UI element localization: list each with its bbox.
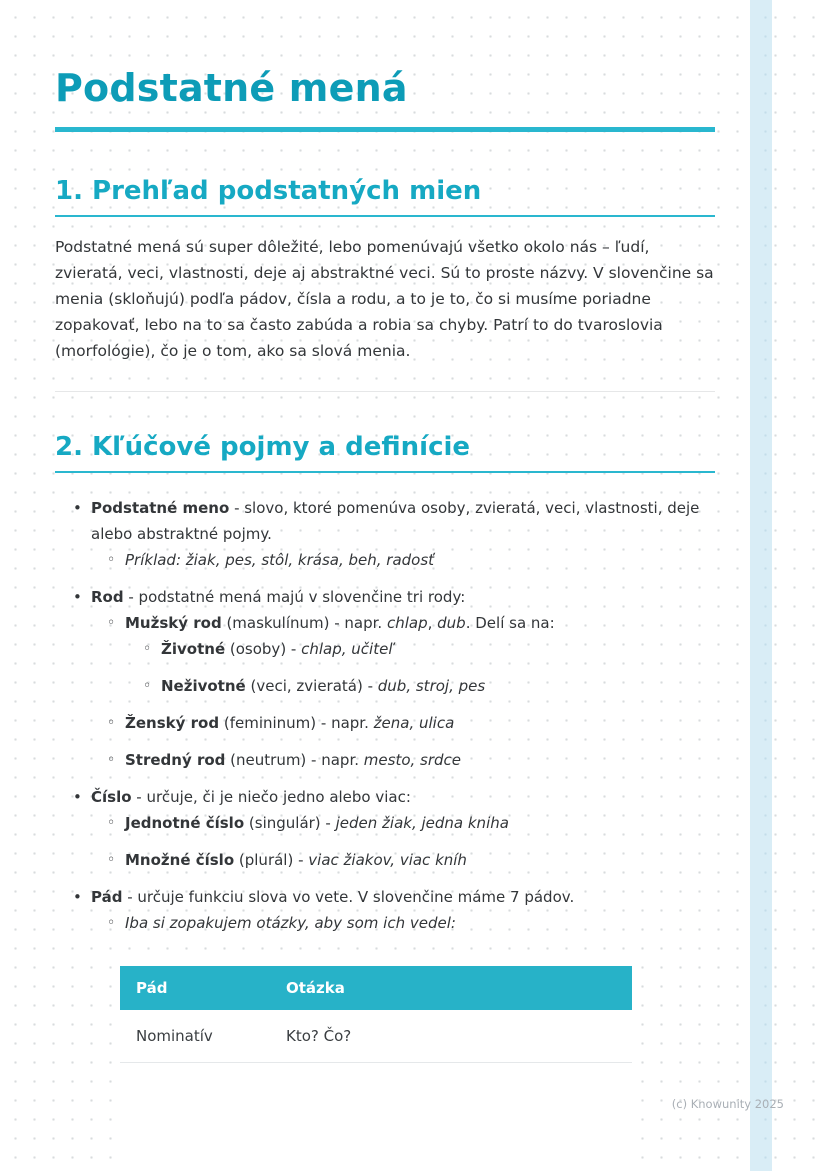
bullet-icon: • — [73, 888, 82, 906]
text-segment: Neživotné — [161, 677, 246, 695]
table-cell: Nominatív — [120, 1010, 270, 1063]
text-segment: (veci, zvieratá) - — [245, 677, 378, 695]
bullet-icon: ◦ — [107, 615, 116, 631]
text-segment: jeden žiak, jedna kniha — [335, 814, 509, 832]
bullet-icon: ◦ — [107, 715, 116, 731]
table-header-cell: Otázka — [270, 966, 632, 1010]
page-title: Podstatné mená — [55, 66, 408, 110]
section-1-underline — [55, 215, 715, 217]
list-item-text — [125, 810, 715, 836]
list-item — [55, 636, 715, 662]
list-item — [55, 610, 715, 636]
bullet-icon: ◦ — [107, 852, 116, 868]
text-segment: Mužský rod — [125, 614, 222, 632]
table-cell: Kto? Čo? — [270, 1010, 632, 1063]
table-row — [120, 1063, 632, 1171]
list-item-text — [125, 610, 715, 636]
text-segment: Ženský rod — [125, 714, 220, 732]
table-cell — [270, 1063, 632, 1171]
list-item — [55, 884, 715, 910]
text-segment: žena, ulica — [373, 714, 455, 732]
list-item — [55, 784, 715, 810]
list-item-text — [91, 495, 715, 547]
text-segment: Rod — [91, 588, 124, 606]
list-item-text — [125, 910, 715, 936]
text-segment: (neutrum) - napr. — [225, 751, 364, 769]
table-header-row — [120, 966, 632, 1010]
table-row — [120, 1010, 632, 1063]
text-segment: Životné — [161, 640, 226, 658]
text-segment: (osoby) - — [225, 640, 302, 658]
cases-table — [120, 966, 632, 1171]
text-segment: Príklad: žiak, pes, stôl, krása, beh, radosť — [125, 551, 435, 569]
section-2-underline — [55, 471, 715, 473]
list-item-text — [125, 710, 715, 736]
text-segment: (maskulínum) - napr. — [221, 614, 387, 632]
text-segment: Stredný rod — [125, 751, 226, 769]
list-item-text — [125, 847, 715, 873]
text-segment: viac žiakov, viac kníh — [308, 851, 467, 869]
text-segment: (singulár) - — [244, 814, 336, 832]
bullet-icon: • — [73, 788, 82, 806]
text-segment: . Delí sa na: — [465, 614, 555, 632]
section-divider — [55, 391, 715, 392]
text-segment: - určuje funkciu slova vo vete. V slovenčine máme 7 pádov. — [122, 888, 575, 906]
text-segment: dub, stroj, pes — [377, 677, 486, 695]
document-content — [55, 0, 715, 1171]
list-item — [55, 710, 715, 736]
bullet-icon: • — [73, 588, 82, 606]
text-segment: Podstatné meno — [91, 499, 230, 517]
text-segment: (femininum) - napr. — [219, 714, 374, 732]
list-item — [55, 584, 715, 610]
text-segment: chlap, učiteľ — [301, 640, 393, 658]
list-item-text — [91, 784, 715, 810]
bullet-icon: ◦ — [107, 815, 116, 831]
table-cell — [120, 1063, 270, 1171]
text-segment: (plurál) - — [234, 851, 309, 869]
list-item-text — [125, 747, 715, 773]
section-2-heading: 2. Kľúčové pojmy a definície — [55, 432, 471, 462]
section-1-paragraph: Podstatné mená sú super dôležité, lebo pomenúvajú všetko okolo nás – ľudí, zvieratá, veci, vlastnosti, deje aj abstraktné veci. Sú to proste názvy. V slovenčine sa menia (skloňujú) podľa pádov, čísla a rodu, a to je to, čo si musíme poriadne zopakovať, lebo na to sa často zabúda a robia sa chyby. Patrí to do tvaroslovia (morfológie), čo je o tom, ako sa slová menia. — [55, 238, 714, 360]
text-segment: , — [427, 614, 438, 632]
text-segment: Množné číslo — [125, 851, 235, 869]
list-item — [55, 547, 715, 573]
list-item — [55, 747, 715, 773]
table-header-cell: Pád — [120, 966, 270, 1010]
bullet-icon: • — [73, 499, 82, 517]
bullet-icon: ◦ — [107, 752, 116, 768]
section-1 — [55, 176, 715, 392]
margin-stripe — [750, 0, 772, 1171]
title-underline — [55, 127, 715, 132]
bullet-icon: ◦ — [107, 552, 116, 568]
text-segment: - podstatné mená majú v slovenčine tri rody: — [123, 588, 466, 606]
list-item-text — [161, 636, 715, 662]
list-item — [55, 910, 715, 936]
text-segment: - určuje, či je niečo jedno alebo viac: — [131, 788, 411, 806]
list-item — [55, 847, 715, 873]
text-segment: chlap — [386, 614, 428, 632]
list-item — [55, 673, 715, 699]
text-segment: dub — [437, 614, 466, 632]
list-item — [55, 495, 715, 547]
list-item — [55, 810, 715, 836]
text-segment: Pád — [91, 888, 123, 906]
text-segment: Iba si zopakujem otázky, aby som ich vedel: — [125, 914, 456, 932]
text-segment: Číslo — [91, 788, 132, 806]
text-segment: mesto, srdce — [363, 751, 462, 769]
section-2 — [55, 432, 715, 1171]
bullet-icon: ◦ — [143, 641, 152, 657]
list-item-text — [125, 547, 715, 573]
list-item-text — [161, 673, 715, 699]
list-item-text — [91, 584, 715, 610]
bullet-icon: ◦ — [107, 915, 116, 931]
copyright-notice: (c) Knowunity 2025 — [671, 1097, 784, 1111]
section-1-heading: 1. Prehľad podstatných mien — [55, 176, 482, 206]
bullet-icon: ◦ — [143, 678, 152, 694]
text-segment: - slovo, ktoré pomenúva osoby, zvieratá, veci, vlastnosti, deje alebo abstraktné pojmy. — [91, 499, 700, 543]
list-item-text — [91, 884, 715, 910]
text-segment: Jednotné číslo — [125, 814, 245, 832]
cases-table-body — [120, 1010, 632, 1171]
cases-table-head — [120, 966, 632, 1010]
definitions-list — [55, 495, 715, 936]
